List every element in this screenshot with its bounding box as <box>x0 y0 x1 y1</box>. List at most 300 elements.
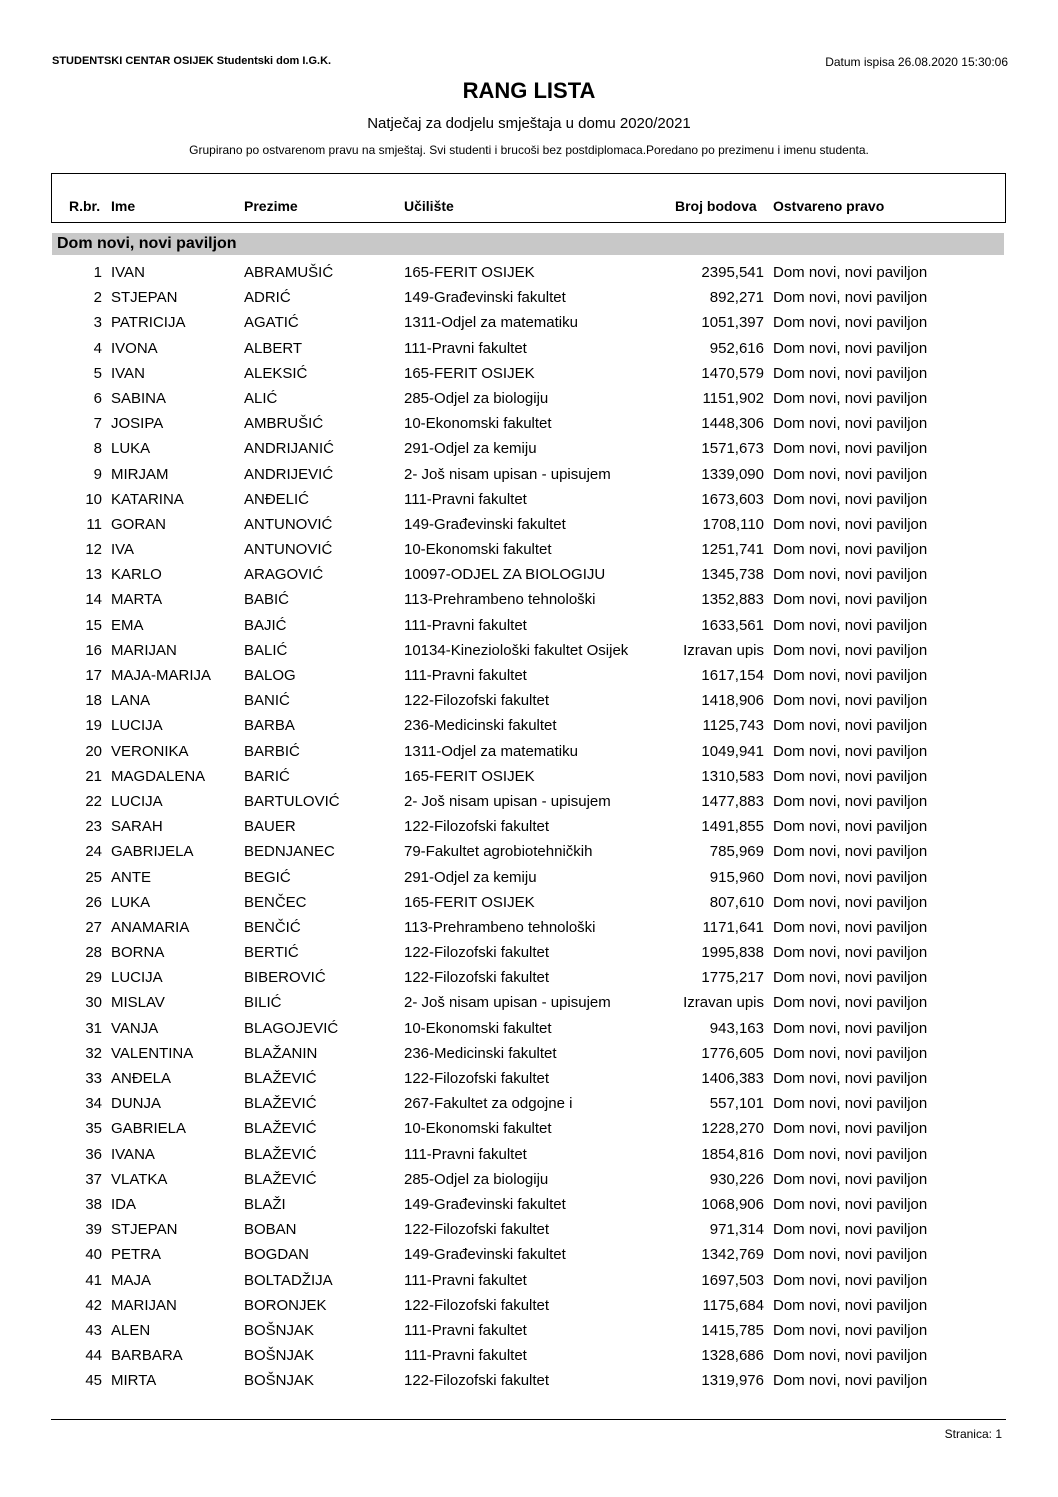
institution-cell: 111-Pravni fakultet <box>404 667 527 684</box>
accommodation-right: Dom novi, novi paviljon <box>773 1372 928 1390</box>
last-name: ALIĆ <box>244 389 278 407</box>
row-number: 7 <box>93 415 102 433</box>
institution-cell: 149-Građevinski fakultet <box>404 1246 566 1264</box>
points-cell: 1477,883 <box>701 792 764 810</box>
table-header <box>51 173 1006 223</box>
institution-cell: 122-Filozofski fakultet <box>404 1296 550 1314</box>
table-row <box>0 942 1058 967</box>
table-row <box>0 867 1058 892</box>
last-name: BLAŽEVIĆ <box>244 1095 317 1113</box>
last-name: BAUER <box>244 818 296 836</box>
first-name: VANJA <box>111 1019 159 1037</box>
table-row <box>0 312 1058 337</box>
points-cell: 1151,902 <box>702 389 764 407</box>
table-row <box>0 690 1058 715</box>
points-cell: 1776,605 <box>701 1044 764 1062</box>
accommodation-right: Dom novi, novi paviljon <box>773 364 928 382</box>
institution-cell: 111-Pravni fakultet <box>404 1347 527 1365</box>
points-cell: 1125,743 <box>702 717 764 735</box>
last-name: BOLTADŽIJA <box>244 1271 333 1289</box>
accommodation-right: Dom novi, novi paviljon <box>773 1120 928 1138</box>
points-cell: 1415,785 <box>701 1321 764 1339</box>
points-cell: 1470,579 <box>701 364 764 382</box>
last-name: ANDRIJANIĆ <box>244 440 335 458</box>
first-name: LUCIJA <box>111 969 163 987</box>
first-name: LANA <box>111 692 151 710</box>
table-row <box>0 1169 1058 1194</box>
row-number: 4 <box>93 339 102 357</box>
accommodation-right: Dom novi, novi paviljon <box>773 994 928 1012</box>
last-name: BLAŽEVIĆ <box>244 1070 317 1087</box>
row-number: 6 <box>93 389 102 407</box>
first-name: ANTE <box>111 868 152 886</box>
row-number: 34 <box>85 1095 102 1113</box>
row-number: 10 <box>85 490 102 508</box>
points-cell: 1775,217 <box>701 969 764 987</box>
table-row <box>0 489 1058 514</box>
table-row <box>0 917 1058 942</box>
first-name: KATARINA <box>111 490 184 508</box>
accommodation-right: Dom novi, novi paviljon <box>773 314 928 332</box>
institution-cell: 165-FERIT OSIJEK <box>404 364 535 382</box>
row-number: 42 <box>85 1296 102 1314</box>
institution-cell: 111-Pravni fakultet <box>404 1145 527 1163</box>
table-row <box>0 1270 1058 1295</box>
last-name: BLAŽEVIĆ <box>244 1145 317 1163</box>
table-row <box>0 766 1058 791</box>
table-row <box>0 841 1058 866</box>
table-row <box>0 413 1058 438</box>
first-name: ALEN <box>111 1321 151 1339</box>
row-number: 40 <box>85 1246 102 1264</box>
column-header-bodovi: Broj bodova <box>675 198 757 214</box>
first-name: MAJA <box>111 1271 152 1289</box>
last-name: ALBERT <box>244 339 303 357</box>
table-row <box>0 338 1058 363</box>
first-name: MARTA <box>111 591 163 609</box>
row-number: 25 <box>85 868 102 886</box>
institution-cell: 79-Fakultet agrobiotehničkih <box>404 843 593 861</box>
last-name: BLAŽEVIĆ <box>244 1170 317 1188</box>
accommodation-right: Dom novi, novi paviljon <box>773 1145 928 1163</box>
accommodation-right: Dom novi, novi paviljon <box>773 893 928 911</box>
table-row <box>0 1345 1058 1370</box>
last-name: BLAŽANIN <box>244 1044 318 1062</box>
row-number: 29 <box>85 969 102 987</box>
row-number: 24 <box>85 843 102 861</box>
accommodation-right: Dom novi, novi paviljon <box>773 742 928 760</box>
accommodation-right: Dom novi, novi paviljon <box>773 1195 928 1213</box>
table-row <box>0 1018 1058 1043</box>
page-title: RANG LISTA <box>462 78 596 103</box>
first-name: SABINA <box>111 389 167 407</box>
row-number: 28 <box>85 944 102 962</box>
first-name: GABRIELA <box>111 1120 187 1138</box>
accommodation-right: Dom novi, novi paviljon <box>773 515 928 533</box>
table-row <box>0 1194 1058 1219</box>
last-name: BENČEC <box>244 893 307 911</box>
row-number: 5 <box>93 364 102 382</box>
table-row <box>0 363 1058 388</box>
last-name: ALEKSIĆ <box>244 364 308 382</box>
accommodation-right: Dom novi, novi paviljon <box>773 1271 928 1289</box>
accommodation-right: Dom novi, novi paviljon <box>773 566 928 584</box>
points-cell: 1673,603 <box>701 490 764 508</box>
last-name: ANDRIJEVIĆ <box>244 465 334 483</box>
points-cell: 1352,883 <box>701 591 764 609</box>
last-name: BANIĆ <box>244 692 290 710</box>
points-cell: 1310,583 <box>701 767 764 785</box>
accommodation-right: Dom novi, novi paviljon <box>773 541 928 559</box>
last-name: BOBAN <box>244 1221 297 1239</box>
accommodation-right: Dom novi, novi paviljon <box>773 1296 928 1314</box>
table-row <box>0 1295 1058 1320</box>
last-name: BARBIĆ <box>244 742 300 760</box>
first-name: MISLAV <box>111 994 165 1012</box>
points-cell: 1319,976 <box>701 1372 764 1390</box>
accommodation-right: Dom novi, novi paviljon <box>773 792 928 810</box>
accommodation-right: Dom novi, novi paviljon <box>773 868 928 886</box>
institution-cell: 113-Prehrambeno tehnološki <box>404 591 596 609</box>
row-number: 38 <box>85 1195 102 1213</box>
accommodation-right: Dom novi, novi paviljon <box>773 465 928 483</box>
accommodation-right: Dom novi, novi paviljon <box>773 339 928 357</box>
points-cell: 1345,738 <box>701 566 764 584</box>
first-name: PETRA <box>111 1246 162 1264</box>
institution-cell: 165-FERIT OSIJEK <box>404 264 535 281</box>
last-name: BLAGOJEVIĆ <box>244 1019 339 1037</box>
institution-cell: 291-Odjel za kemiju <box>404 868 537 886</box>
points-cell: 1617,154 <box>701 667 764 684</box>
table-row <box>0 287 1058 312</box>
row-number: 19 <box>85 717 102 735</box>
last-name: ANĐELIĆ <box>244 490 310 508</box>
points-cell: 1854,816 <box>701 1145 764 1163</box>
institution-cell: 122-Filozofski fakultet <box>404 1221 550 1239</box>
last-name: BEGIĆ <box>244 868 291 886</box>
institution-cell: 149-Građevinski fakultet <box>404 289 566 307</box>
accommodation-right: Dom novi, novi paviljon <box>773 490 928 508</box>
accommodation-right: Dom novi, novi paviljon <box>773 692 928 710</box>
points-cell: 1491,855 <box>701 818 764 836</box>
accommodation-right: Dom novi, novi paviljon <box>773 717 928 735</box>
first-name: BARBARA <box>111 1347 183 1365</box>
row-number: 17 <box>85 667 102 684</box>
institution-cell: 285-Odjel za biologiju <box>404 1170 549 1188</box>
accommodation-right: Dom novi, novi paviljon <box>773 1170 928 1188</box>
institution-cell: 236-Medicinski fakultet <box>404 717 557 735</box>
row-number: 22 <box>85 792 102 810</box>
first-name: VERONIKA <box>111 742 189 760</box>
institution-name: STUDENTSKI CENTAR OSIJEK Studentski dom I.G.K. <box>52 55 332 67</box>
points-cell: 1342,769 <box>701 1246 764 1264</box>
points-cell: 915,960 <box>709 868 764 886</box>
accommodation-right: Dom novi, novi paviljon <box>773 1347 928 1365</box>
column-header-pravo: Ostvareno pravo <box>773 198 885 214</box>
table-row <box>0 1043 1058 1068</box>
column-header-uciliste: Učilište <box>404 198 454 214</box>
institution-cell: 10-Ekonomski fakultet <box>404 415 552 433</box>
row-number: 36 <box>85 1145 102 1163</box>
institution-cell: 111-Pravni fakultet <box>404 1271 527 1289</box>
last-name: AGATIĆ <box>244 314 299 332</box>
first-name: VLATKA <box>111 1170 168 1188</box>
accommodation-right: Dom novi, novi paviljon <box>773 843 928 861</box>
table-row <box>0 615 1058 640</box>
row-number: 11 <box>86 515 102 533</box>
row-number: 16 <box>85 641 102 659</box>
row-number: 1 <box>93 264 102 281</box>
accommodation-right: Dom novi, novi paviljon <box>773 1221 928 1239</box>
accommodation-right: Dom novi, novi paviljon <box>773 591 928 609</box>
accommodation-right: Dom novi, novi paviljon <box>773 918 928 936</box>
accommodation-right: Dom novi, novi paviljon <box>773 641 928 659</box>
table-row <box>0 262 1058 287</box>
table-row <box>0 589 1058 614</box>
row-number: 13 <box>85 566 102 584</box>
row-number: 8 <box>93 440 102 458</box>
last-name: ABRAMUŠIĆ <box>244 264 334 281</box>
first-name: LUKA <box>111 893 151 911</box>
institution-cell: 122-Filozofski fakultet <box>404 944 550 962</box>
first-name: DUNJA <box>111 1095 162 1113</box>
accommodation-right: Dom novi, novi paviljon <box>773 1321 928 1339</box>
points-cell: 930,226 <box>709 1170 764 1188</box>
institution-cell: 122-Filozofski fakultet <box>404 692 550 710</box>
points-cell: 1175,684 <box>702 1296 764 1314</box>
institution-cell: 122-Filozofski fakultet <box>404 1070 550 1087</box>
last-name: BALOG <box>244 667 296 684</box>
table-row <box>0 1068 1058 1093</box>
grouping-note: Grupirano po ostvarenom pravu na smještaj. Svi studenti i brucoši bez postdiplomaca.Poredano po prezimenu i imenu studenta. <box>189 143 869 157</box>
first-name: MIRTA <box>111 1372 157 1390</box>
institution-cell: 111-Pravni fakultet <box>404 616 527 634</box>
points-cell: 1418,906 <box>701 692 764 710</box>
row-number: 45 <box>85 1372 102 1390</box>
accommodation-right: Dom novi, novi paviljon <box>773 818 928 836</box>
column-header-ime: Ime <box>111 198 136 214</box>
group-header <box>52 233 1004 255</box>
column-header-prezime: Prezime <box>244 198 298 214</box>
row-number: 33 <box>85 1070 102 1087</box>
row-number: 12 <box>85 541 102 559</box>
points-cell: 1339,090 <box>701 465 764 483</box>
institution-cell: 10097-ODJEL ZA BIOLOGIJU <box>404 566 606 584</box>
points-cell: 1051,397 <box>701 314 764 332</box>
table-row <box>0 539 1058 564</box>
last-name: BENČIĆ <box>244 918 301 936</box>
points-cell: 1171,641 <box>702 918 764 936</box>
row-number: 20 <box>85 742 102 760</box>
group-title: Dom novi, novi paviljon <box>57 235 237 252</box>
accommodation-right: Dom novi, novi paviljon <box>773 969 928 987</box>
row-number: 41 <box>85 1271 102 1289</box>
last-name: BOGDAN <box>244 1246 310 1264</box>
row-number: 3 <box>93 314 102 332</box>
page-subtitle: Natječaj za dodjelu smještaja u domu 2020/2021 <box>367 115 691 132</box>
table-row <box>0 1370 1058 1395</box>
row-number: 14 <box>85 591 102 609</box>
row-number: 37 <box>85 1170 102 1188</box>
ranking-table-body <box>0 262 1058 1395</box>
institution-cell: 149-Građevinski fakultet <box>404 515 566 533</box>
last-name: BALIĆ <box>244 641 288 659</box>
last-name: BARIĆ <box>244 767 290 785</box>
accommodation-right: Dom novi, novi paviljon <box>773 264 928 281</box>
table-row <box>0 514 1058 539</box>
last-name: BARTULOVIĆ <box>244 792 340 810</box>
row-number: 32 <box>85 1044 102 1062</box>
table-row <box>0 816 1058 841</box>
institution-cell: 1311-Odjel za matematiku <box>404 742 578 760</box>
points-cell: 2395,541 <box>701 264 764 281</box>
accommodation-right: Dom novi, novi paviljon <box>773 616 928 634</box>
points-cell: 952,616 <box>709 339 764 357</box>
table-row <box>0 715 1058 740</box>
last-name: ANTUNOVIĆ <box>244 515 333 533</box>
institution-cell: 236-Medicinski fakultet <box>404 1044 557 1062</box>
table-row <box>0 1320 1058 1345</box>
accommodation-right: Dom novi, novi paviljon <box>773 440 928 458</box>
institution-cell: 2- Još nisam upisan - upisujem <box>404 465 611 483</box>
points-cell: 1228,270 <box>701 1120 764 1138</box>
first-name: PATRICIJA <box>111 314 186 332</box>
last-name: BARBA <box>244 717 295 735</box>
first-name: STJEPAN <box>111 289 178 307</box>
institution-cell: 291-Odjel za kemiju <box>404 440 537 458</box>
accommodation-right: Dom novi, novi paviljon <box>773 1095 928 1113</box>
first-name: LUKA <box>111 440 151 458</box>
row-number: 18 <box>85 692 102 710</box>
points-cell: 785,969 <box>709 843 764 861</box>
last-name: BERTIĆ <box>244 944 299 962</box>
row-number: 23 <box>85 818 102 836</box>
table-row <box>0 892 1058 917</box>
points-cell: 1049,941 <box>701 742 764 760</box>
institution-cell: 111-Pravni fakultet <box>404 1321 527 1339</box>
row-number: 43 <box>85 1321 102 1339</box>
institution-cell: 122-Filozofski fakultet <box>404 1372 550 1390</box>
institution-cell: 10-Ekonomski fakultet <box>404 1120 552 1138</box>
table-row <box>0 1118 1058 1143</box>
first-name: MARIJAN <box>111 641 177 659</box>
first-name: MAJA-MARIJA <box>111 667 212 684</box>
last-name: ARAGOVIĆ <box>244 566 324 584</box>
last-name: BABIĆ <box>244 591 290 609</box>
first-name: LUCIJA <box>111 717 163 735</box>
first-name: LUCIJA <box>111 792 163 810</box>
accommodation-right: Dom novi, novi paviljon <box>773 1044 928 1062</box>
last-name: AMBRUŠIĆ <box>244 415 324 433</box>
table-row <box>0 1093 1058 1118</box>
table-row <box>0 992 1058 1017</box>
row-number: 35 <box>85 1120 102 1138</box>
first-name: KARLO <box>111 566 162 584</box>
institution-cell: 267-Fakultet za odgojne i <box>404 1095 573 1113</box>
first-name: SARAH <box>111 818 163 836</box>
page-number: Stranica: 1 <box>944 1427 1002 1441</box>
first-name: IVAN <box>111 364 145 382</box>
institution-cell: 10-Ekonomski fakultet <box>404 541 552 559</box>
last-name: BIBEROVIĆ <box>244 969 326 987</box>
first-name: IVANA <box>111 1145 155 1163</box>
row-number: 27 <box>85 918 102 936</box>
table-row <box>0 1244 1058 1269</box>
last-name: ANTUNOVIĆ <box>244 541 333 559</box>
points-cell: Izravan upis <box>683 641 764 659</box>
accommodation-right: Dom novi, novi paviljon <box>773 667 928 684</box>
points-cell: 943,163 <box>709 1019 764 1037</box>
first-name: IVAN <box>111 264 145 281</box>
table-row <box>0 438 1058 463</box>
first-name: ANĐELA <box>111 1070 172 1087</box>
points-cell: 1251,741 <box>701 541 764 559</box>
column-header-rbr: R.br. <box>69 198 101 214</box>
accommodation-right: Dom novi, novi paviljon <box>773 1246 928 1264</box>
row-number: 26 <box>85 893 102 911</box>
institution-cell: 113-Prehrambeno tehnološki <box>404 918 596 936</box>
institution-cell: 165-FERIT OSIJEK <box>404 767 535 785</box>
row-number: 30 <box>85 994 102 1012</box>
points-cell: 892,271 <box>709 289 764 307</box>
last-name: BLAŽEVIĆ <box>244 1120 317 1138</box>
last-name: BORONJEK <box>244 1296 327 1314</box>
accommodation-right: Dom novi, novi paviljon <box>773 944 928 962</box>
row-number: 31 <box>85 1019 102 1037</box>
points-cell: 1406,383 <box>701 1070 764 1087</box>
last-name: BLAŽI <box>244 1195 286 1213</box>
points-cell: 1708,110 <box>702 515 764 533</box>
first-name: MIRJAM <box>111 465 169 483</box>
institution-cell: 2- Još nisam upisan - upisujem <box>404 994 611 1012</box>
last-name: BOŠNJAK <box>244 1321 315 1339</box>
first-name: IDA <box>111 1195 137 1213</box>
institution-cell: 2- Još nisam upisan - upisujem <box>404 792 611 810</box>
institution-cell: 122-Filozofski fakultet <box>404 818 550 836</box>
first-name: GORAN <box>111 515 167 533</box>
table-row <box>0 464 1058 489</box>
accommodation-right: Dom novi, novi paviljon <box>773 767 928 785</box>
institution-cell: 111-Pravni fakultet <box>404 339 527 357</box>
institution-cell: 149-Građevinski fakultet <box>404 1195 566 1213</box>
points-cell: 1633,561 <box>701 616 764 634</box>
points-cell: 1571,673 <box>701 440 764 458</box>
last-name: BOŠNJAK <box>244 1347 315 1365</box>
first-name: EMA <box>111 616 144 634</box>
institution-cell: 10134-Kineziološki fakultet Osijek <box>404 641 629 659</box>
accommodation-right: Dom novi, novi paviljon <box>773 389 928 407</box>
first-name: IVONA <box>111 339 158 357</box>
row-number: 2 <box>93 289 102 307</box>
points-cell: 1328,686 <box>701 1347 764 1365</box>
table-row <box>0 388 1058 413</box>
last-name: BAJIĆ <box>244 616 287 634</box>
last-name: BILIĆ <box>244 994 282 1012</box>
first-name: STJEPAN <box>111 1221 178 1239</box>
first-name: IVA <box>111 541 135 559</box>
first-name: MAGDALENA <box>111 767 206 785</box>
last-name: ADRIĆ <box>244 289 291 307</box>
accommodation-right: Dom novi, novi paviljon <box>773 1019 928 1037</box>
points-cell: Izravan upis <box>683 994 764 1012</box>
table-row <box>0 967 1058 992</box>
points-cell: 1697,503 <box>701 1271 764 1289</box>
table-row <box>0 1144 1058 1169</box>
row-number: 21 <box>85 767 102 785</box>
row-number: 39 <box>85 1221 102 1239</box>
table-row <box>0 665 1058 690</box>
institution-cell: 165-FERIT OSIJEK <box>404 893 535 911</box>
